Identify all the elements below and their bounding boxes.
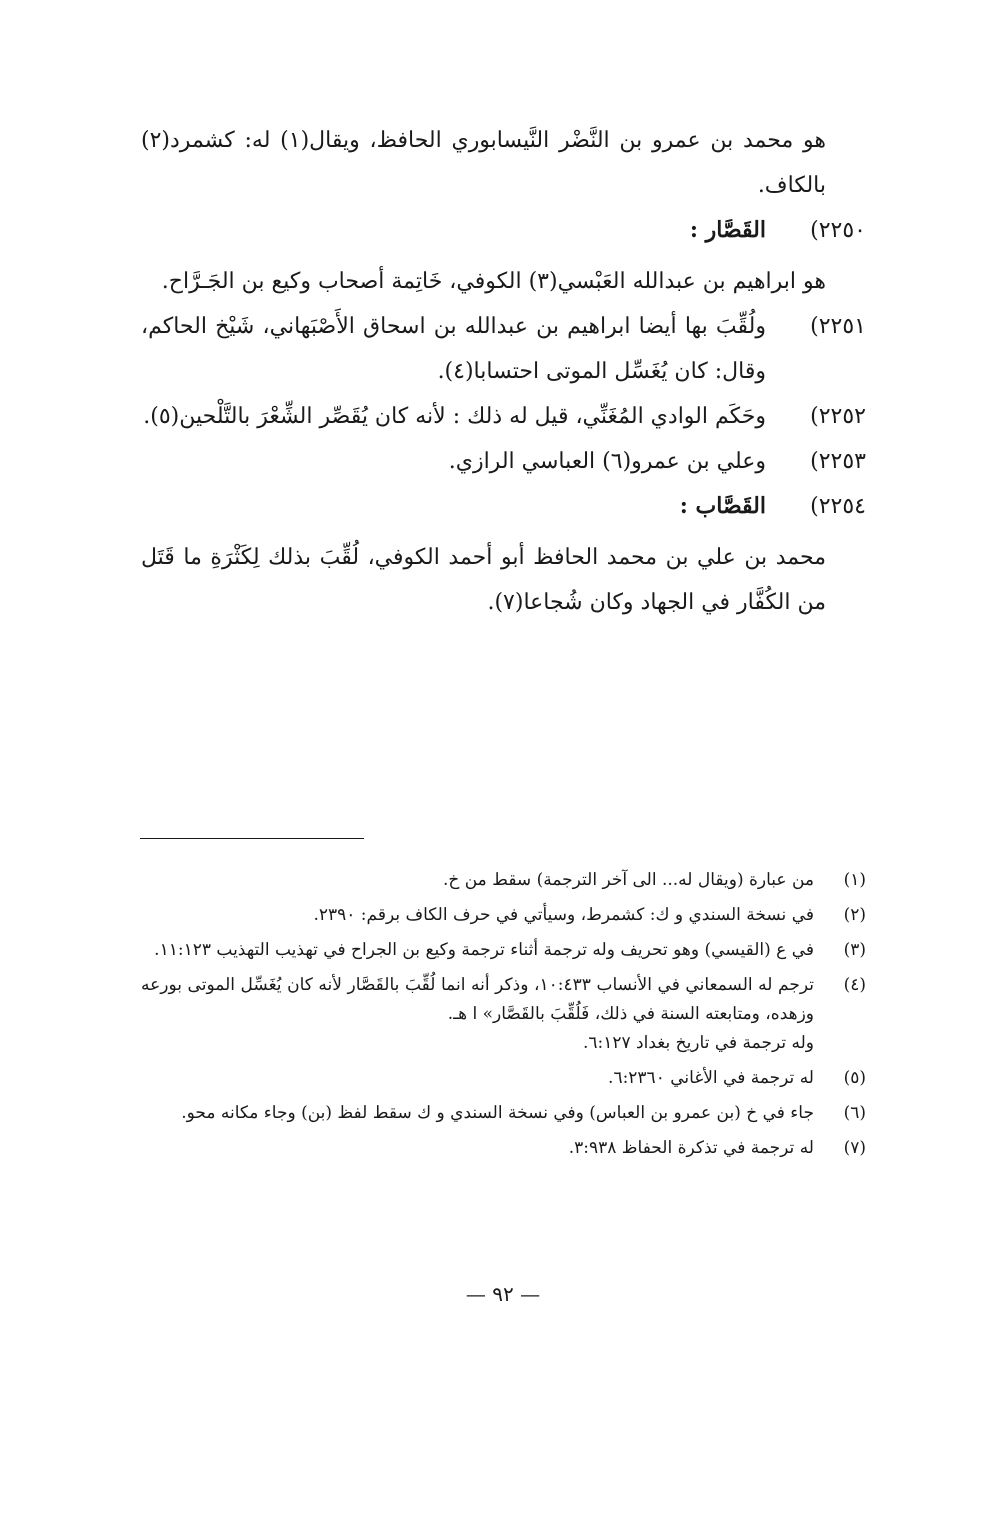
entry-text: وعلي بن عمرو(٦) العباسي الرازي. (448, 449, 766, 474)
footnote-text: له ترجمة في تذكرة الحفاظ ٣:٩٣٨. (568, 1138, 814, 1158)
entry-2253 (141, 439, 866, 484)
entry-2254-body: محمد بن علي بن محمد الحافظ أبو أحمد الكوفي، لُقِّبَ بذلك لِكَثْرَةِ ما قَتَل من الكُفَّار في الجهاد وكان شُجاعا(٧). (141, 545, 826, 615)
footnote-number: (٣) (843, 940, 866, 960)
footnote-text: له ترجمة في الأغاني ٦:٢٣٦٠. (608, 1068, 814, 1088)
footnote-3 (141, 936, 866, 965)
footnote-separator (140, 838, 364, 839)
footnote-number: (١) (843, 870, 866, 890)
entry-number: ٢٢٥٣) (810, 449, 866, 474)
entry-text: ولُقِّبَ بها أيضا ابراهيم بن عبدالله بن اسحاق الأَصْبَهاني، شَيْخ الحاكم، وقال: كان يُغَسِّل الموتى احتسابا(٤). (141, 314, 766, 384)
entry-number: ٢٢٥٠) (810, 218, 866, 243)
footnote-number: (٢) (843, 905, 866, 925)
footnote-number: (٧) (843, 1138, 866, 1158)
footnote-6 (141, 1099, 866, 1128)
entry-2254 (141, 484, 866, 529)
page-number: — ٩٢ — (465, 1282, 541, 1306)
entry-number: ٢٢٥٢) (810, 404, 866, 429)
main-text (141, 118, 866, 625)
entry-heading: القَصَّار : (689, 217, 766, 243)
footnote-number: (٦) (843, 1103, 866, 1123)
intro-paragraph: هو محمد بن عمرو بن النَّضْر النَّيسابوري الحافظ، ويقال(١) له: كشمرد(٢) بالكاف. (141, 128, 826, 198)
entry-text: وحَكَم الوادي المُغَنِّي، قيل له ذلك : لأنه كان يُقَصِّر الشِّعْرَ بالتَّلْحين(٥). (143, 404, 766, 429)
footnote-2 (141, 901, 866, 930)
entry-2251 (141, 304, 866, 394)
footnotes (141, 866, 866, 1169)
footnote-number: (٤) (843, 975, 866, 995)
footnote-text: ترجم له السمعاني في الأنساب ١٠:٤٣٣، وذكر أنه انما لُقِّبَ بالقَصَّار لأنه كان يُغَسِّل الموتى بورعه وزهده، ومتابعته السنة في ذلك، فَلُقِّبَ بالقَصَّار» ا هـ. وله ترجمة في تاريخ بغداد ٦:١٢٧. (141, 975, 814, 1053)
entry-number: ٢٢٥١) (810, 314, 866, 339)
footnote-5 (141, 1064, 866, 1093)
footnote-1 (141, 866, 866, 895)
footnote-text: من عبارة (ويقال له... الى آخر الترجمة) سقط من خ. (442, 870, 814, 890)
entry-2250-body: هو ابراهيم بن عبدالله العَبْسي(٣) الكوفي، خَاتِمة أصحاب وكيع بن الجَـرَّاح. (161, 269, 826, 294)
entry-2252 (141, 394, 866, 439)
entry-number: ٢٢٥٤) (810, 494, 866, 519)
footnote-4 (141, 971, 866, 1058)
entry-2250 (141, 208, 866, 253)
footnote-number: (٥) (843, 1068, 866, 1088)
footnote-text: في ع (القيسي) وهو تحريف وله ترجمة أثناء ترجمة وكيع بن الجراح في تهذيب التهذيب ١١:١٢٣. (154, 940, 814, 960)
footnote-7 (141, 1134, 866, 1163)
entry-heading: القَصَّاب : (679, 493, 766, 519)
footnote-text: في نسخة السندي و ك: كشمرط، وسيأتي في حرف الكاف برقم: ٢٣٩٠. (313, 905, 814, 925)
footnote-text: جاء في خ (بن عمرو بن العباس) وفي نسخة السندي و ك سقط لفظ (بن) وجاء مكانه محو. (181, 1103, 814, 1123)
